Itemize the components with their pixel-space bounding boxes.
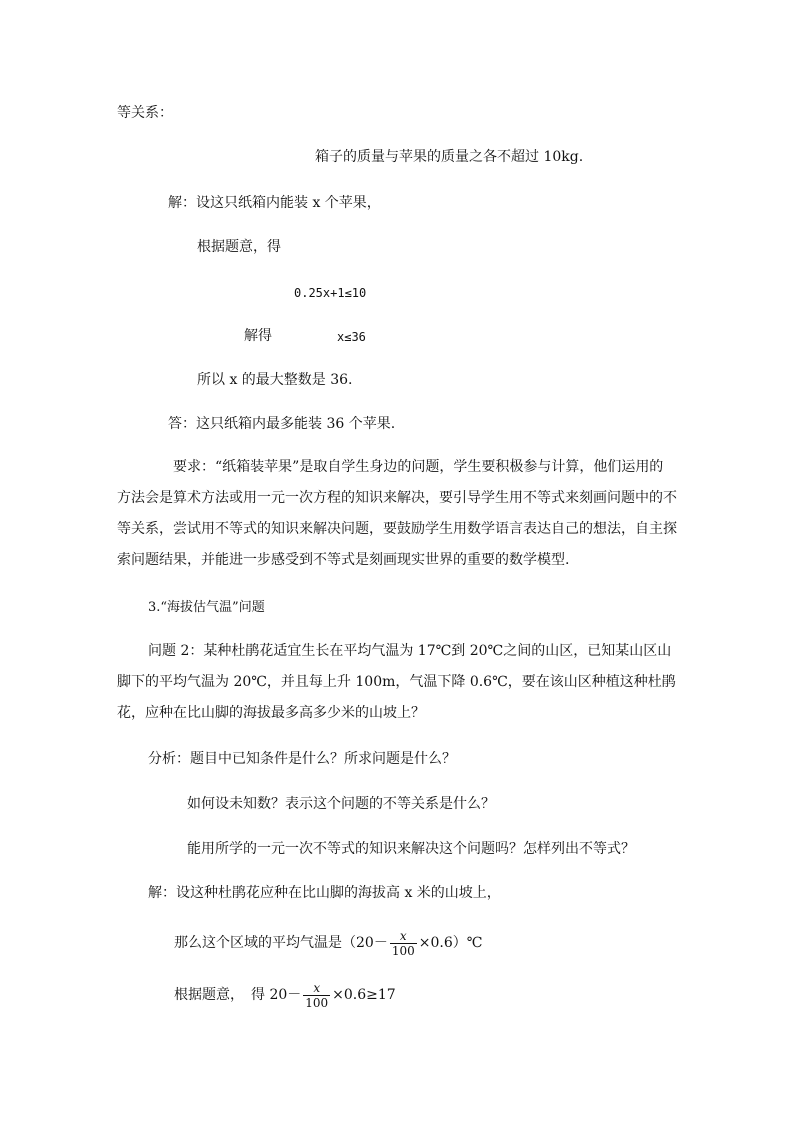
text-line: 如何设未知数？表示这个问题的不等关系是什么？ bbox=[187, 796, 495, 812]
text-line: 解：设这种杜鹃花应种在比山脚的海拔高 x 米的山坡上， bbox=[148, 885, 501, 901]
equation: x≤36 bbox=[337, 330, 366, 344]
fraction bbox=[303, 981, 330, 1010]
paragraph: 问题 2：某种杜鹃花适宜生长在平均气温为 17℃到 20℃之间的山区，已知某山区山脚下的平均气温为 20℃，并且每上升 100m，气温下降 0.6℃，要在该山区种植这种杜鹃花，应种在比山脚的海拔最多高多少米的山坡上？ bbox=[117, 643, 676, 721]
fraction-denominator: 100 bbox=[391, 943, 415, 958]
equation: 0.25x+1≤10 bbox=[294, 286, 367, 300]
formula-line bbox=[174, 920, 482, 966]
paragraph: 要求：“纸箱装苹果”是取自学生身边的问题，学生要积极参与计算，他们运用的方法会是算术方法或用一元一次方程的知识来解决，要引导学生用不等式来刻画问题中的不等关系，尝试用不等式的知识来解决问题，要鼓励学生用数学语言表达自己的想法，自主探索问题结果，并能进一步感受到不等式是刻画现实世界的重要的数学模型. bbox=[117, 459, 677, 568]
fraction-numerator: x bbox=[313, 980, 321, 995]
text-line: 等关系： bbox=[117, 105, 173, 121]
text-line: 箱子的质量与苹果的质量之各不超过 10kg. bbox=[315, 149, 584, 165]
fraction-denominator: 100 bbox=[305, 995, 329, 1010]
formula-text: ×0.6≥17 bbox=[332, 987, 396, 1003]
formula-text: 根据题意， 得 20－ bbox=[174, 987, 302, 1003]
fraction bbox=[390, 929, 417, 958]
text-line: 解：设这只纸箱内能装 x 个苹果， bbox=[168, 195, 381, 211]
text-line: 能用所学的一元一次不等式的知识来解决这个问题吗？怎样列出不等式？ bbox=[187, 841, 635, 857]
section-heading: 3.“海拔估气温”问题 bbox=[148, 600, 265, 615]
text-line: 答：这只纸箱内最多能装 36 个苹果. bbox=[168, 416, 396, 432]
text-line: 分析：题目中已知条件是什么？所求问题是什么？ bbox=[148, 751, 456, 767]
formula-line bbox=[174, 972, 396, 1018]
text-line: 所以 x 的最大整数是 36. bbox=[197, 372, 353, 388]
fraction-numerator: x bbox=[399, 928, 407, 943]
text-line: 根据题意，得 bbox=[197, 239, 281, 255]
text-line: 解得 bbox=[244, 328, 272, 344]
formula-text: 那么这个区域的平均气温是（20－ bbox=[174, 935, 388, 951]
formula-text: ×0.6）℃ bbox=[418, 935, 483, 951]
